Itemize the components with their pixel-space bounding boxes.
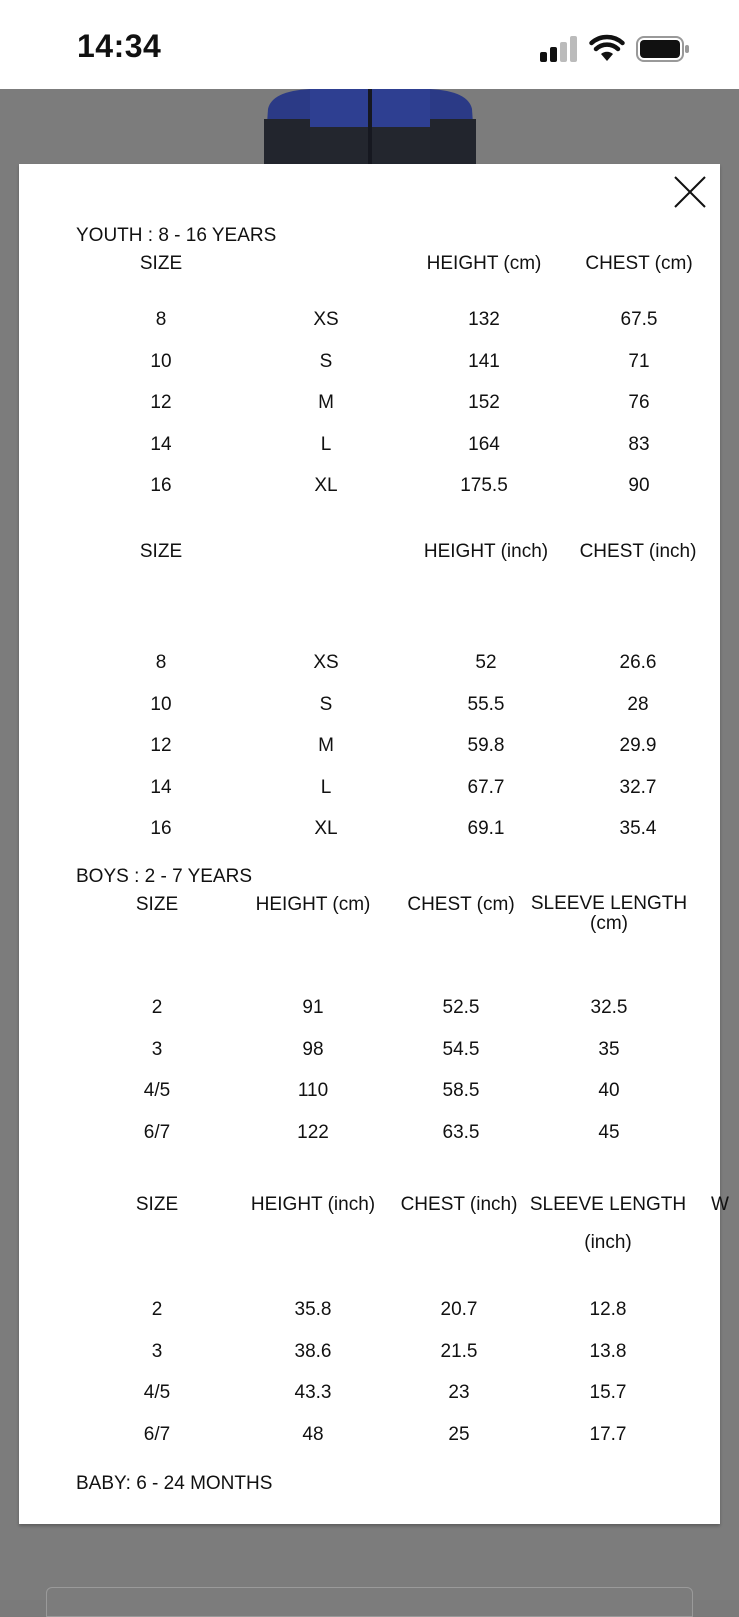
section-title-boys: BOYS : 2 - 7 YEARS — [76, 866, 253, 887]
table-cell: 25 — [448, 1423, 470, 1445]
table-cell: 4/5 — [143, 1080, 171, 1101]
column-header: SLEEVE LENGTH — [529, 1194, 687, 1215]
table-cell: XS — [313, 652, 339, 673]
page-card — [46, 1587, 693, 1617]
table-cell: M — [318, 735, 334, 756]
table-cell: 16 — [150, 475, 172, 496]
table-cell: 21.5 — [440, 1340, 478, 1362]
close-icon[interactable] — [672, 174, 708, 210]
table-cell: 152 — [468, 392, 500, 413]
table-cell: 59.8 — [467, 735, 505, 756]
table-cell: 48 — [302, 1423, 324, 1445]
table-cell: 83 — [628, 433, 650, 455]
table-cell: 141 — [468, 350, 500, 372]
cellular-signal-icon — [540, 36, 578, 62]
table-cell: 69.1 — [467, 818, 505, 839]
table-cell: 55.5 — [467, 693, 505, 715]
table-cell: 67.7 — [467, 776, 505, 798]
table-cell: 4/5 — [143, 1382, 171, 1403]
column-header: SIZE — [135, 1194, 179, 1215]
table-cell: L — [320, 776, 332, 798]
table-cell: 45 — [598, 1121, 620, 1143]
table-cell: 122 — [297, 1121, 329, 1143]
table-cell: 43.3 — [294, 1382, 332, 1403]
table-cell: 175.5 — [460, 475, 508, 496]
table-cell: M — [318, 392, 334, 413]
column-header: SIZE — [139, 541, 183, 562]
size-chart-modal — [19, 164, 729, 1524]
battery-icon — [636, 36, 690, 62]
table-cell: 12.8 — [589, 1299, 627, 1320]
table-cell: 20.7 — [440, 1299, 478, 1320]
column-header: CHEST (cm) — [585, 253, 693, 274]
column-header: HEIGHT (inch) — [250, 1194, 376, 1215]
table-cell: S — [319, 693, 333, 715]
product-image — [250, 89, 490, 169]
table-cell: 90 — [628, 475, 650, 496]
table-cell: 35.8 — [294, 1299, 332, 1320]
table-cell: 14 — [150, 433, 172, 455]
wifi-icon — [590, 34, 624, 62]
table-cell: 71 — [628, 350, 650, 372]
table-cell: 132 — [468, 309, 500, 330]
table-cell: 29.9 — [619, 735, 657, 756]
table-cell: L — [320, 433, 332, 455]
table-cell: XL — [314, 818, 338, 839]
table-cell: 110 — [297, 1080, 329, 1101]
table-cell: 23 — [448, 1382, 470, 1403]
table-cell: 35.4 — [619, 818, 657, 839]
section-title-youth: YOUTH : 8 - 16 YEARS — [76, 225, 277, 246]
table-cell: 2 — [151, 1299, 163, 1320]
table-cell: 32.7 — [619, 776, 657, 798]
table-cell: 32.5 — [590, 997, 628, 1018]
column-header: SLEEVE LENGTH (cm) — [530, 893, 688, 934]
table-cell: 52 — [475, 652, 497, 673]
status-bar — [0, 0, 739, 89]
table-cell: 40 — [598, 1080, 620, 1101]
table-cell: 6/7 — [143, 1121, 171, 1143]
table-cell: 13.8 — [589, 1340, 627, 1362]
table-cell: 15.7 — [589, 1382, 627, 1403]
table-cell: 63.5 — [442, 1121, 480, 1143]
table-cell: S — [319, 350, 333, 372]
table-cell: XL — [314, 475, 338, 496]
table-cell: 6/7 — [143, 1423, 171, 1445]
table-cell: 35 — [598, 1038, 620, 1060]
column-header: HEIGHT (cm) — [426, 253, 542, 274]
table-cell: 12 — [150, 392, 172, 413]
table-cell: 8 — [155, 652, 167, 673]
table-cell: 3 — [151, 1340, 163, 1362]
table-cell: 10 — [150, 693, 172, 715]
table-cell: 38.6 — [294, 1340, 332, 1362]
table-cell: 58.5 — [442, 1080, 480, 1101]
table-cell: XS — [313, 309, 339, 330]
status-time: 14:34 — [77, 28, 162, 64]
table-cell: 14 — [150, 776, 172, 798]
column-header: CHEST (inch) — [400, 1194, 518, 1215]
table-cell: 28 — [627, 693, 649, 715]
column-header: HEIGHT (cm) — [255, 894, 371, 915]
column-header: (inch) — [584, 1232, 632, 1253]
table-cell: 10 — [150, 350, 172, 372]
table-cell: 52.5 — [442, 997, 480, 1018]
table-cell: 26.6 — [619, 652, 657, 673]
column-header: SIZE — [139, 253, 183, 274]
section-title-baby: BABY: 6 - 24 MONTHS — [76, 1473, 273, 1494]
table-cell: 54.5 — [442, 1038, 480, 1060]
table-cell: 12 — [150, 735, 172, 756]
table-cell: 76 — [628, 392, 650, 413]
column-header: CHEST (cm) — [407, 894, 515, 915]
table-cell: 164 — [468, 433, 500, 455]
table-cell: 16 — [150, 818, 172, 839]
table-cell: 3 — [151, 1038, 163, 1060]
table-cell: 17.7 — [589, 1423, 627, 1445]
table-cell: 91 — [302, 997, 324, 1018]
column-header: CHEST (inch) — [579, 541, 697, 562]
column-header: W — [711, 1194, 729, 1215]
table-cell: 98 — [302, 1038, 324, 1060]
table-cell: 2 — [151, 997, 163, 1018]
column-header: HEIGHT (inch) — [423, 541, 549, 562]
column-header: SIZE — [135, 894, 179, 915]
table-cell: 67.5 — [620, 309, 658, 330]
table-cell: 8 — [155, 309, 167, 330]
